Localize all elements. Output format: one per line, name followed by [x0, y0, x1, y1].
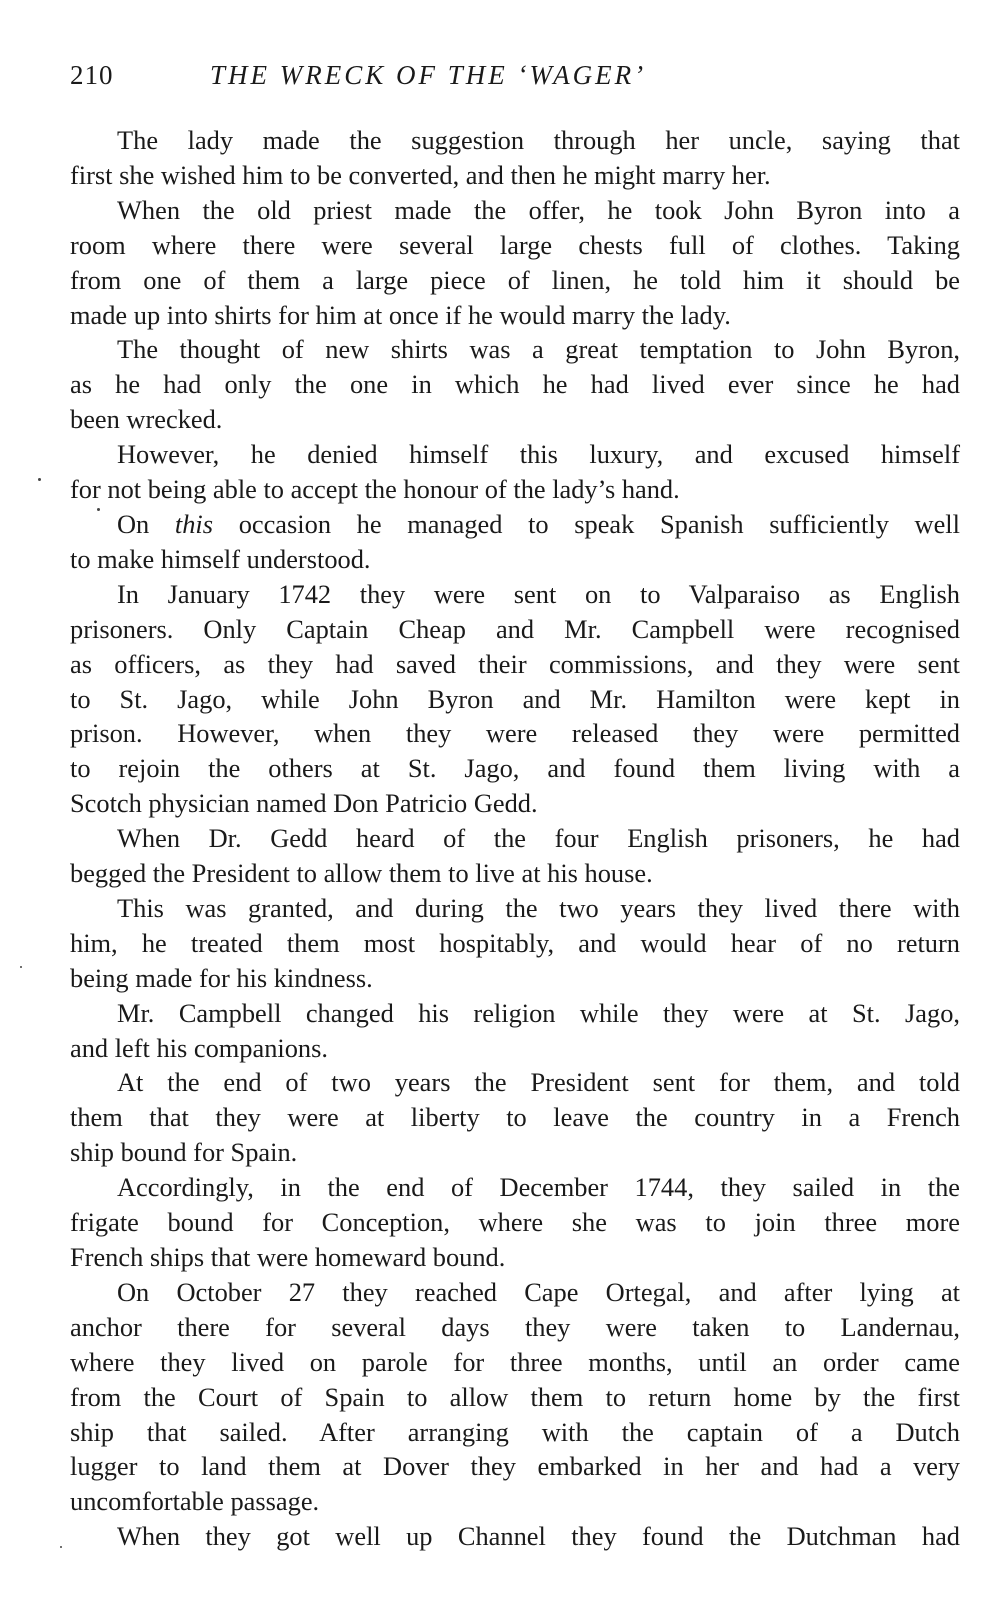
paragraph	[70, 577, 960, 821]
text-line: to rejoin the others at St. Jago, and found them living with a	[70, 753, 960, 784]
text-line: made up into shirts for him at once if he would marry the lady.	[70, 299, 731, 330]
text-line: being made for his kindness.	[70, 962, 373, 993]
text-line: ship that sailed. After arranging with the captain of a Dutch	[70, 1416, 960, 1447]
text-line: Accordingly, in the end of December 1744, they sailed in the	[117, 1172, 960, 1203]
text-line: begged the President to allow them to live at his house.	[70, 858, 653, 889]
text-line: The thought of new shirts was a great temptation to John Byron,	[117, 334, 960, 365]
text-line: The lady made the suggestion through her uncle, saying that	[117, 125, 960, 155]
text-line: When Dr. Gedd heard of the four English prisoners, he had	[117, 823, 960, 854]
margin-speck	[97, 508, 100, 511]
text-line: uncomfortable passage.	[70, 1486, 320, 1517]
paragraph	[70, 1170, 960, 1275]
text-line: and left his companions.	[70, 1032, 328, 1063]
text-line: However, he denied himself this luxury, and excused himself	[117, 439, 960, 470]
paragraph	[70, 821, 960, 891]
paragraph	[70, 437, 960, 507]
text-line: lugger to land them at Dover they embarked in her and had a very	[70, 1451, 960, 1482]
body-text	[70, 123, 960, 1554]
running-title: THE WRECK OF THE ‘WAGER’	[210, 60, 647, 90]
text-fragment: occasion he managed to speak Spanish sufficiently well	[238, 508, 960, 539]
text-line: them that they were at liberty to leave the country in a French	[70, 1102, 960, 1133]
text-line: him, he treated them most hospitably, and would hear of no return	[70, 927, 960, 958]
paragraph	[70, 891, 960, 996]
paragraph	[70, 1065, 960, 1170]
margin-speck	[38, 478, 41, 481]
text-line: for not being able to accept the honour of the lady’s hand.	[70, 474, 680, 505]
emphasis-word: this	[174, 508, 214, 539]
paragraph	[70, 1275, 960, 1519]
text-line: This was granted, and during the two years they lived there with	[117, 892, 960, 923]
paragraph	[70, 123, 960, 193]
text-line: When they got well up Channel they found the Dutchman had	[117, 1521, 960, 1552]
text-line: to make himself understood.	[70, 543, 371, 574]
text-line: from the Court of Spain to allow them to return home by the first	[70, 1381, 960, 1412]
text-line: from one of them a large piece of linen, he told him it should be	[70, 264, 960, 295]
text-line: In January 1742 they were sent on to Valparaiso as English	[117, 578, 960, 609]
text-line: Mr. Campbell changed his religion while they were at St. Jago,	[117, 997, 960, 1028]
text-line: first she wished him to be converted, and then he might marry her.	[70, 159, 771, 190]
text-fragment: On	[117, 508, 150, 539]
text-line: ship bound for Spain.	[70, 1137, 298, 1168]
text-line: prison. However, when they were released they were permitted	[70, 718, 960, 749]
running-head	[70, 60, 960, 100]
page-number: 210	[70, 60, 114, 90]
text-line: Scotch physician named Don Patricio Gedd.	[70, 788, 538, 819]
text-line: to St. Jago, while John Byron and Mr. Hamilton were kept in	[70, 683, 960, 714]
paragraph	[70, 1519, 960, 1554]
text-line: prisoners. Only Captain Cheap and Mr. Campbell were recognised	[70, 613, 960, 644]
paragraph	[70, 507, 960, 577]
paragraph	[70, 193, 960, 333]
text-line: room where there were several large chests full of clothes. Taking	[70, 229, 960, 260]
paragraph	[70, 332, 960, 437]
text-line: as officers, as they had saved their commissions, and they were sent	[70, 648, 960, 679]
text-line: When the old priest made the offer, he took John Byron into a	[117, 194, 960, 225]
paragraph	[70, 996, 960, 1066]
text-line: At the end of two years the President sent for them, and told	[117, 1067, 960, 1098]
text-line-mixed	[70, 507, 960, 542]
text-line: as he had only the one in which he had lived ever since he had	[70, 369, 960, 400]
margin-speck	[20, 966, 22, 968]
text-line: On October 27 they reached Cape Ortegal, and after lying at	[117, 1276, 960, 1307]
text-line: anchor there for several days they were taken to Landernau,	[70, 1311, 960, 1342]
text-line: frigate bound for Conception, where she was to join three more	[70, 1207, 960, 1238]
text-line: French ships that were homeward bound.	[70, 1242, 506, 1272]
text-line: where they lived on parole for three months, until an order came	[70, 1346, 960, 1377]
margin-speck	[60, 1546, 62, 1548]
text-line: been wrecked.	[70, 404, 223, 435]
